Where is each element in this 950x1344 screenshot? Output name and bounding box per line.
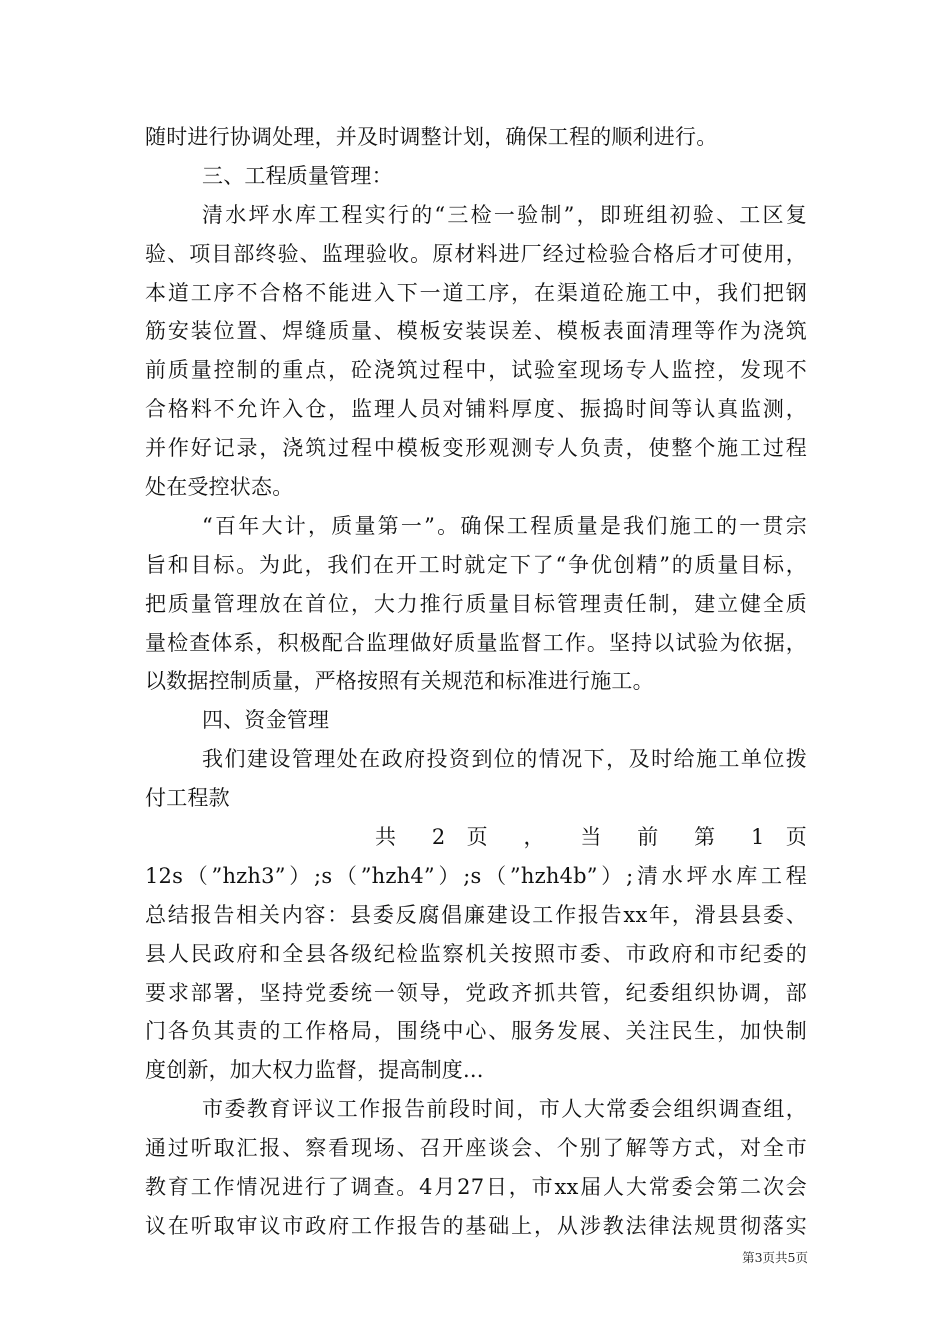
text-line: 量检查体系，积极配合监理做好质量监督工作。坚持以试验为依据， — [145, 630, 807, 655]
page-footer: 第3页共5页 — [742, 1250, 808, 1265]
text-line: 合格料不允许入仓，监理人员对铺料厚度、振捣时间等认真监测， — [145, 397, 807, 422]
section-heading-quality: 三、工程质量管理： — [202, 163, 393, 188]
text-line: 付工程款 — [145, 786, 230, 811]
text-line: 并作好记录，浇筑过程中模板变形观测专人负责，使整个施工过程 — [145, 436, 807, 461]
text-line: 要求部署，坚持党委统一领导，党政齐抓共管，纪委组织协调，部 — [145, 980, 807, 1005]
text-line: 市委教育评议工作报告前段时间，市人大常委会组织调查组， — [202, 1097, 807, 1122]
text-line: 通过听取汇报、察看现场、召开座谈会、个别了解等方式，对全市 — [145, 1136, 807, 1161]
text-line: 旨和目标。为此，我们在开工时就定下了“争优创精”的质量目标， — [145, 552, 807, 577]
text-line: 12s（”hzh3”）;s（”hzh4”）;s（”hzh4b”）;清水坪水库工程 — [145, 863, 807, 888]
section-heading-funds: 四、资金管理 — [202, 708, 330, 733]
text-line: 筋安装位置、焊缝质量、模板安装误差、模板表面清理等作为浇筑 — [145, 319, 807, 344]
body-text — [145, 118, 807, 1246]
text-line: 教育工作情况进行了调查。4月27日，市xx届人大常委会第二次会 — [145, 1175, 807, 1200]
text-line: “百年大计，质量第一”。确保工程质量是我们施工的一贯宗 — [202, 513, 807, 538]
text-line: 把质量管理放在首位，大力推行质量目标管理责任制，建立健全质 — [145, 591, 807, 616]
text-line: 本道工序不合格不能进入下一道工序，在渠道砼施工中，我们把钢 — [145, 280, 807, 305]
text-line: 度创新，加大权力监督，提高制度... — [145, 1058, 484, 1083]
text-line: 前质量控制的重点，砼浇筑过程中，试验室现场专人监控，发现不 — [145, 358, 807, 383]
text-line: 验、项目部终验、监理验收。原材料进厂经过检验合格后才可使用， — [145, 241, 807, 266]
text-line: 门各负其责的工作格局，围绕中心、服务发展、关注民生，加快制 — [145, 1019, 807, 1044]
text-line: 议在听取审议市政府工作报告的基础上，从涉教法律法规贯彻落实 — [145, 1213, 807, 1238]
text-line: 总结报告相关内容：县委反腐倡廉建设工作报告xx年，滑县县委、 — [145, 902, 807, 927]
text-line: 处在受控状态。 — [145, 475, 294, 500]
text-line: 随时进行协调处理，并及时调整计划，确保工程的顺利进行。 — [145, 125, 718, 149]
text-line: 以数据控制质量，严格按照有关规范和标准进行施工。 — [145, 669, 654, 694]
text-line: 县人民政府和全县各级纪检监察机关按照市委、市政府和市纪委的 — [145, 941, 807, 966]
text-line: 我们建设管理处在政府投资到位的情况下，及时给施工单位拨 — [202, 747, 807, 772]
page-indicator: 共 2 页 ， 当 前 第 1 页 — [375, 825, 807, 850]
text-line: 清水坪水库工程实行的“三检一验制”，即班组初验、工区复 — [202, 202, 807, 227]
